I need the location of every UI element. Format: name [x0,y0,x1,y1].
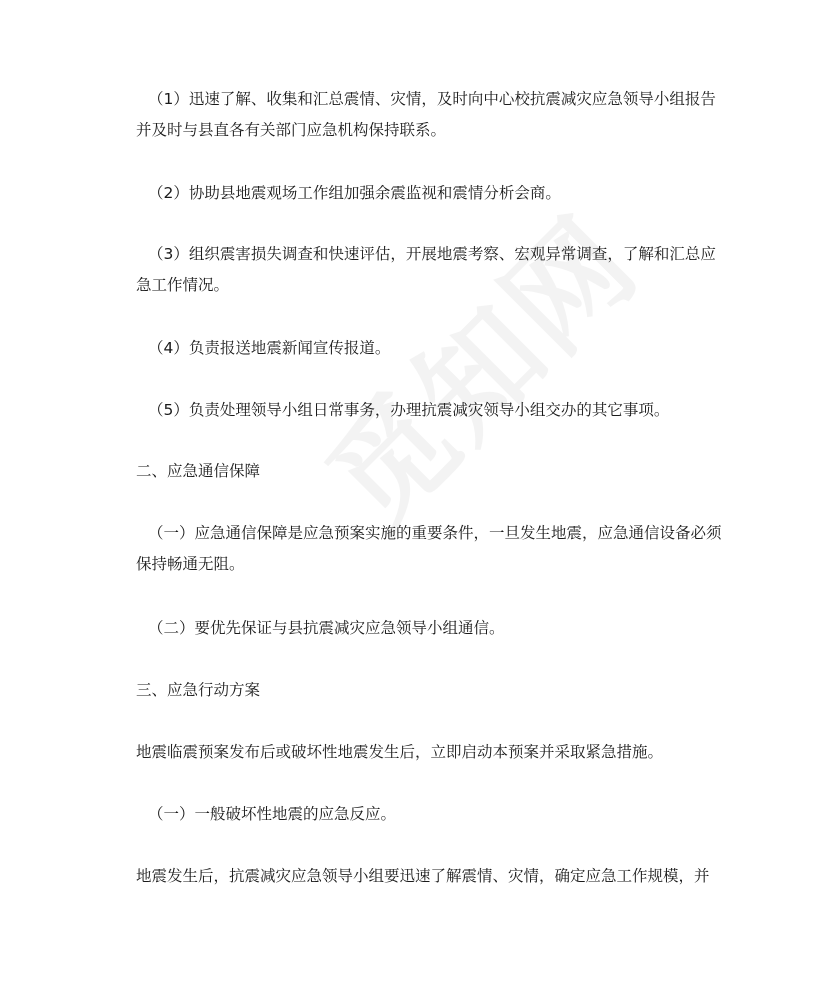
paragraph-line: （一）一般破坏性地震的应急反应。 [148,805,397,823]
paragraph-item-1 [136,84,736,146]
paragraph-line: （5）负责处理领导小组日常事务，办理抗震减灾领导小组交办的其它事项。 [148,401,670,419]
paragraph-item-4 [136,333,736,364]
paragraph-comm-1 [136,518,736,580]
paragraph-action-intro [136,737,736,768]
heading-line: 二、应急通信保障 [136,462,261,480]
paragraph-action-1 [136,799,736,830]
paragraph-line: （2）协助县地震观场工作组加强余震监视和震情分析会商。 [148,184,561,202]
paragraph-line: （4）负责报送地震新闻宣传报道。 [148,339,391,357]
paragraph-line: （1）迅速了解、收集和汇总震情、灾情，及时向中心校抗震减灾应急领导小组报告 [148,90,716,108]
paragraph-line: 急工作情况。 [136,276,230,294]
heading-line: 三、应急行动方案 [136,681,261,699]
paragraph-comm-2 [136,613,736,644]
paragraph-action-body [136,861,736,892]
paragraph-line: 地震发生后，抗震减灾应急领导小组要迅速了解震情、灾情，确定应急工作规模，并 [136,867,710,885]
section-heading-3 [136,675,736,706]
paragraph-line: （3）组织震害损失调查和快速评估，开展地震考察、宏观异常调查，了解和汇总应 [148,245,716,263]
paragraph-item-5 [136,395,736,426]
paragraph-line: 保持畅通无阻。 [136,555,245,573]
section-heading-2 [136,456,736,487]
paragraph-line: （二）要优先保证与县抗震减灾应急领导小组通信。 [148,619,505,637]
paragraph-line: （一）应急通信保障是应急预案实施的重要条件，一旦发生地震，应急通信设备必须 [148,524,722,542]
paragraph-line: 地震临震预案发布后或破坏性地震发生后，立即启动本预案并采取紧急措施。 [136,743,664,761]
paragraph-item-3 [136,239,736,301]
watermark [284,174,669,559]
paragraph-line: 并及时与县直各有关部门应急机构保持联系。 [136,121,447,139]
paragraph-item-2 [136,178,736,209]
